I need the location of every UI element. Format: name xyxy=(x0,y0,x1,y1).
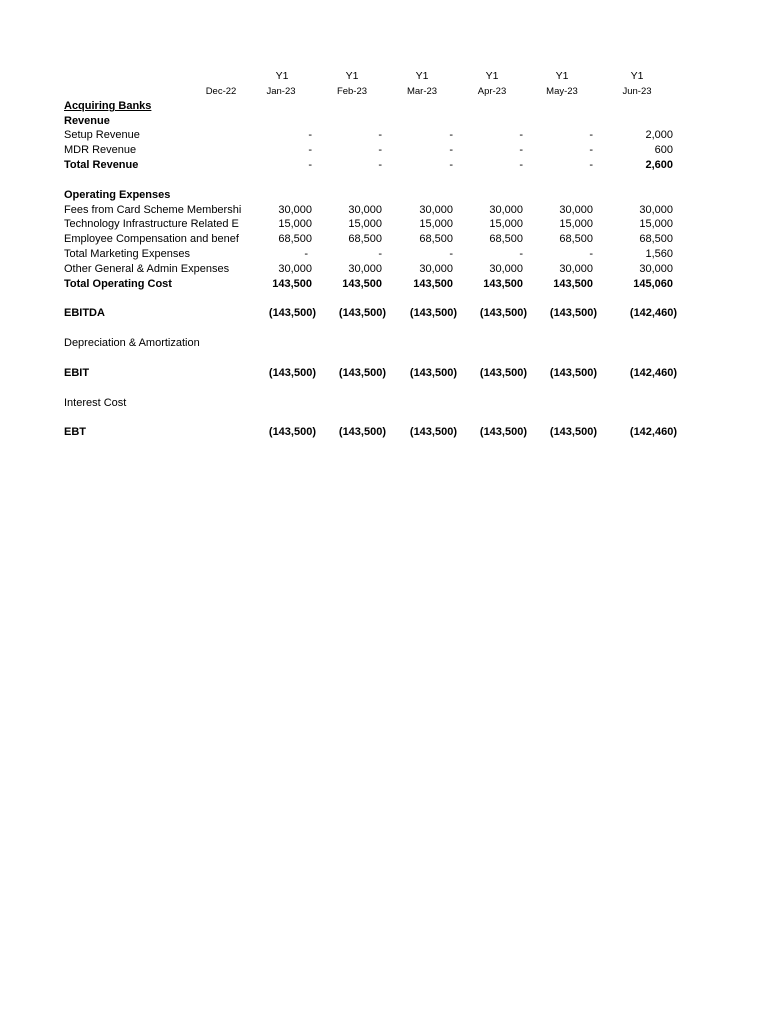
cell: 15,000 xyxy=(419,218,453,230)
ebt-row xyxy=(0,425,768,440)
cell: 143,500 xyxy=(553,278,593,290)
cell: 143,500 xyxy=(483,278,523,290)
section-title-row xyxy=(0,99,768,114)
cell: 68,500 xyxy=(278,233,312,245)
cell: (143,500) xyxy=(549,367,597,379)
cell: (142,460) xyxy=(629,367,677,379)
cell: - xyxy=(589,144,593,156)
cell: 30,000 xyxy=(278,204,312,216)
header-year-may: Y1 xyxy=(555,70,569,82)
row-label: Fees from Card Scheme Membershi xyxy=(64,204,242,216)
row-label: Total Revenue xyxy=(64,159,139,171)
row-label: EBT xyxy=(64,426,86,438)
table-row xyxy=(0,247,768,262)
table-row xyxy=(0,217,768,232)
header-year-apr: Y1 xyxy=(485,70,499,82)
cell: 30,000 xyxy=(278,263,312,275)
cell: 30,000 xyxy=(489,263,523,275)
cell: - xyxy=(449,144,453,156)
interest-row xyxy=(0,396,768,411)
total-operating-cost-row xyxy=(0,277,768,292)
cell: - xyxy=(589,159,593,171)
cell: - xyxy=(308,129,312,141)
cell: 68,500 xyxy=(419,233,453,245)
cell: - xyxy=(378,159,382,171)
cell: - xyxy=(449,159,453,171)
header-month-jan: Jan-23 xyxy=(266,86,296,97)
opex-title: Operating Expenses xyxy=(64,189,171,201)
cell: (143,500) xyxy=(268,367,316,379)
header-year-jun: Y1 xyxy=(630,70,644,82)
row-label: MDR Revenue xyxy=(64,144,137,156)
cell: (143,500) xyxy=(479,367,527,379)
header-month-row xyxy=(0,84,768,99)
cell: - xyxy=(589,129,593,141)
row-label: Employee Compensation and benef xyxy=(64,233,239,245)
cell: (143,500) xyxy=(549,426,597,438)
header-year-feb: Y1 xyxy=(345,70,359,82)
cell: (143,500) xyxy=(338,367,386,379)
header-year-mar: Y1 xyxy=(415,70,429,82)
opex-title-row xyxy=(0,188,768,203)
row-label: Total Operating Cost xyxy=(64,278,172,290)
table-row xyxy=(0,262,768,277)
ebit-row xyxy=(0,366,768,381)
cell: 30,000 xyxy=(348,263,382,275)
row-label: EBIT xyxy=(64,367,90,379)
header-year-jan: Y1 xyxy=(275,70,289,82)
cell: (143,500) xyxy=(338,307,386,319)
table-row xyxy=(0,143,768,158)
revenue-title: Revenue xyxy=(64,115,110,127)
row-label: Setup Revenue xyxy=(64,129,140,141)
table-row xyxy=(0,128,768,143)
cell: (143,500) xyxy=(479,307,527,319)
cell: - xyxy=(378,144,382,156)
cell: 15,000 xyxy=(559,218,593,230)
header-month-may: May-23 xyxy=(546,86,578,97)
table-row xyxy=(0,203,768,218)
table-row xyxy=(0,232,768,247)
cell: 143,500 xyxy=(272,278,312,290)
header-month-jun: Jun-23 xyxy=(622,86,652,97)
section-title: Acquiring Banks xyxy=(64,100,152,112)
cell: 2,600 xyxy=(645,159,673,171)
cell: (143,500) xyxy=(479,426,527,438)
header-year-row xyxy=(0,69,768,84)
cell: (142,460) xyxy=(629,426,677,438)
cell: 68,500 xyxy=(489,233,523,245)
cell: 68,500 xyxy=(559,233,593,245)
cell: - xyxy=(449,129,453,141)
cell: - xyxy=(304,248,308,260)
cell: - xyxy=(378,248,382,260)
cell: (142,460) xyxy=(629,307,677,319)
revenue-title-row xyxy=(0,114,768,129)
cell: 15,000 xyxy=(278,218,312,230)
total-revenue-row xyxy=(0,158,768,173)
header-month-apr: Apr-23 xyxy=(477,86,507,97)
cell: (143,500) xyxy=(549,307,597,319)
cell: (143,500) xyxy=(338,426,386,438)
depreciation-row xyxy=(0,336,768,351)
cell: 30,000 xyxy=(559,263,593,275)
cell: 30,000 xyxy=(489,204,523,216)
cell: 30,000 xyxy=(419,204,453,216)
header-month-mar: Mar-23 xyxy=(406,86,438,97)
cell: 68,500 xyxy=(348,233,382,245)
cell: 1,560 xyxy=(645,248,673,260)
header-month-dec: Dec-22 xyxy=(205,86,237,97)
ebitda-row xyxy=(0,306,768,321)
cell: - xyxy=(519,129,523,141)
row-label: Total Marketing Expenses xyxy=(64,248,190,260)
cell: - xyxy=(378,129,382,141)
cell: - xyxy=(519,248,523,260)
cell: 600 xyxy=(654,144,673,156)
cell: - xyxy=(519,144,523,156)
row-label: Depreciation & Amortization xyxy=(64,337,200,349)
cell: (143,500) xyxy=(268,426,316,438)
row-label: Technology Infrastructure Related E xyxy=(64,218,239,230)
row-label: Interest Cost xyxy=(64,397,127,409)
cell: (143,500) xyxy=(409,307,457,319)
row-label: Other General & Admin Expenses xyxy=(64,263,230,275)
cell: 68,500 xyxy=(639,233,673,245)
cell: 30,000 xyxy=(419,263,453,275)
header-month-feb: Feb-23 xyxy=(336,86,368,97)
cell: 15,000 xyxy=(348,218,382,230)
cell: 15,000 xyxy=(639,218,673,230)
cell: - xyxy=(589,248,593,260)
cell: - xyxy=(308,144,312,156)
cell: (143,500) xyxy=(409,367,457,379)
cell: 143,500 xyxy=(413,278,453,290)
cell: 143,500 xyxy=(342,278,382,290)
cell: 2,000 xyxy=(645,129,673,141)
cell: - xyxy=(308,159,312,171)
cell: 30,000 xyxy=(639,204,673,216)
cell: (143,500) xyxy=(409,426,457,438)
cell: 15,000 xyxy=(489,218,523,230)
cell: - xyxy=(519,159,523,171)
cell: 30,000 xyxy=(348,204,382,216)
cell: 30,000 xyxy=(559,204,593,216)
cell: 145,060 xyxy=(633,278,673,290)
cell: (143,500) xyxy=(268,307,316,319)
row-label: EBITDA xyxy=(64,307,105,319)
cell: 30,000 xyxy=(639,263,673,275)
cell: - xyxy=(449,248,453,260)
